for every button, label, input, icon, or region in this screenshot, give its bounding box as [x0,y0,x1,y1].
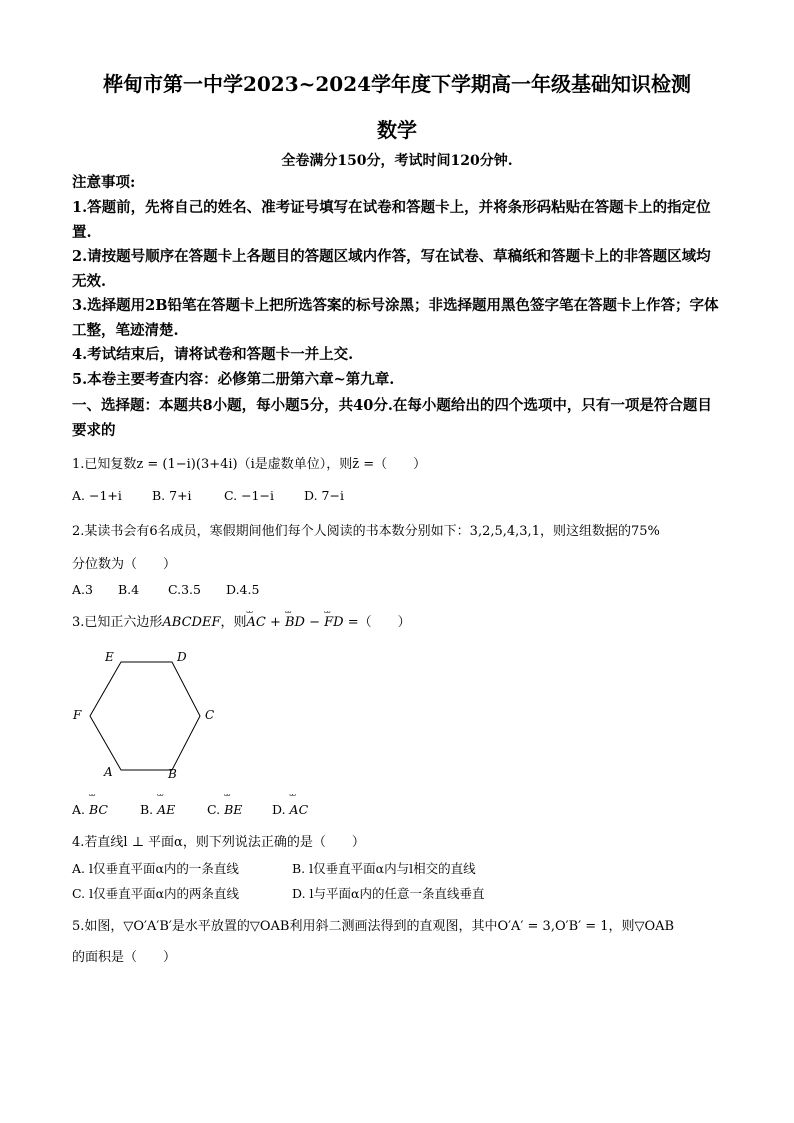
notes-heading: 注意事项: [72,174,136,191]
q3-option-c-letter: C. [207,802,221,817]
note-item-1: 1.答题前，先将自己的姓名、准考证号填写在试卷和答题卡上，并将条形码粘贴在答题卡上的指定位置. [72,199,711,241]
q3-minus: − [304,615,325,630]
q3-option-b-vector: ⵯⵯ AE [157,802,175,817]
q3-stem-prefix: 3.已知正六边形 [72,615,163,630]
q2-option-b[interactable]: B.4 [118,582,140,597]
q2-stem-line2: 分位数为（ ） [72,557,177,572]
q3-option-c[interactable] [207,802,242,817]
note-item-2: 2.请按题号顺序在答题卡上各题目的答题区域内作答，写在试卷、草稿纸和答题卡上的非答题区域均无效. [72,248,711,290]
q1-option-d[interactable]: D. 7−i [304,488,344,503]
exam-title: 桦甸市第一中学2023~2024学年度下学期高一年级基础知识检测 [102,72,692,96]
hexagon-figure [62,646,232,786]
q4-option-a[interactable]: A. l仅垂直平面α内的一条直线 [72,861,239,876]
vertex-label-d: D [177,650,187,664]
q1-option-b[interactable]: B. 7+i [152,488,192,503]
note-item-5: 5.本卷主要考查内容：必修第二册第六章~第九章. [72,371,395,388]
q4-option-d[interactable]: D. l与平面α内的任意一条直线垂直 [292,886,485,901]
vertex-label-e: E [105,650,114,664]
q1-stem: 1.已知复数z = (1−i)(3+4i)（i是虚数单位），则z̄ =（ ） [72,457,427,472]
hexagon-outline [90,662,200,770]
q1-option-c[interactable]: C. −1−i [224,488,274,503]
q5-stem-line1: 5.如图，▽O′A′B′是水平放置的▽OAB利用斜二测画法得到的直观图，其中O′A′ = 3,O′B′ = 1，则▽OAB [72,919,675,934]
q3-option-c-vector: ⵯⵯ BE [224,802,242,817]
q3-option-b-letter: B. [140,802,154,817]
q3-option-d-letter: D. [272,802,286,817]
q3-vector-ac: ⵯⵯ AC [246,613,265,633]
q3-option-a-letter: A. [72,802,86,817]
q2-stem-line1: 2.某读书会有6名成员，寒假期间他们每个人阅读的书本数分别如下：3,2,5,4,3,1，则这组数据的75% [72,524,660,539]
q2-option-c[interactable]: C.3.5 [168,582,201,597]
vertex-label-b: B [168,767,177,781]
q1-option-a[interactable]: A. −1+i [72,488,122,503]
subject-title: 数学 [377,118,417,142]
q2-option-d[interactable]: D.4.5 [226,582,260,597]
vertex-label-f: F [73,708,82,722]
vertex-label-c: C [205,708,215,722]
q3-stem-mid: ，则 [220,615,247,630]
q2-option-a[interactable]: A.3 [72,582,93,597]
note-item-4: 4.考试结束后，请将试卷和答题卡一并上交. [72,346,354,363]
q5-stem-line2: 的面积是（ ） [72,950,177,965]
q3-vector-fd: ⵯⵯ FD [324,613,343,633]
q4-option-b[interactable]: B. l仅垂直平面α内与l相交的直线 [292,861,476,876]
q3-plus: + [265,615,285,630]
q3-option-a-vector: ⵯⵯ BC [89,802,108,817]
q3-option-b[interactable] [140,802,175,817]
q4-option-c[interactable]: C. l仅垂直平面α内的两条直线 [72,886,240,901]
q3-option-d-vector: ⵯⵯ AC [290,802,309,817]
q3-option-a[interactable] [72,802,108,817]
q3-stem [72,613,732,633]
q3-option-d[interactable] [272,802,308,817]
score-line: 全卷满分150分，考试时间120分钟. [281,153,513,169]
vertex-label-a: A [104,765,113,779]
q4-stem: 4.若直线l ⊥ 平面α，则下列说法正确的是（ ） [72,835,365,850]
note-item-3: 3.选择题用2B铅笔在答题卡上把所选答案的标号涂黑；非选择题用黑色签字笔在答题卡上作答；字体工整，笔迹清楚. [72,297,719,339]
q3-vector-bd: ⵯⵯ BD [285,613,305,633]
q3-hexagon-name: ABCDEF [162,615,221,630]
section1-heading: 一、选择题：本题共8小题，每小题5分，共40分.在每小题给出的四个选项中，只有一项是符合题目要求的 [72,397,712,439]
q3-stem-end: =（ ） [343,615,411,630]
